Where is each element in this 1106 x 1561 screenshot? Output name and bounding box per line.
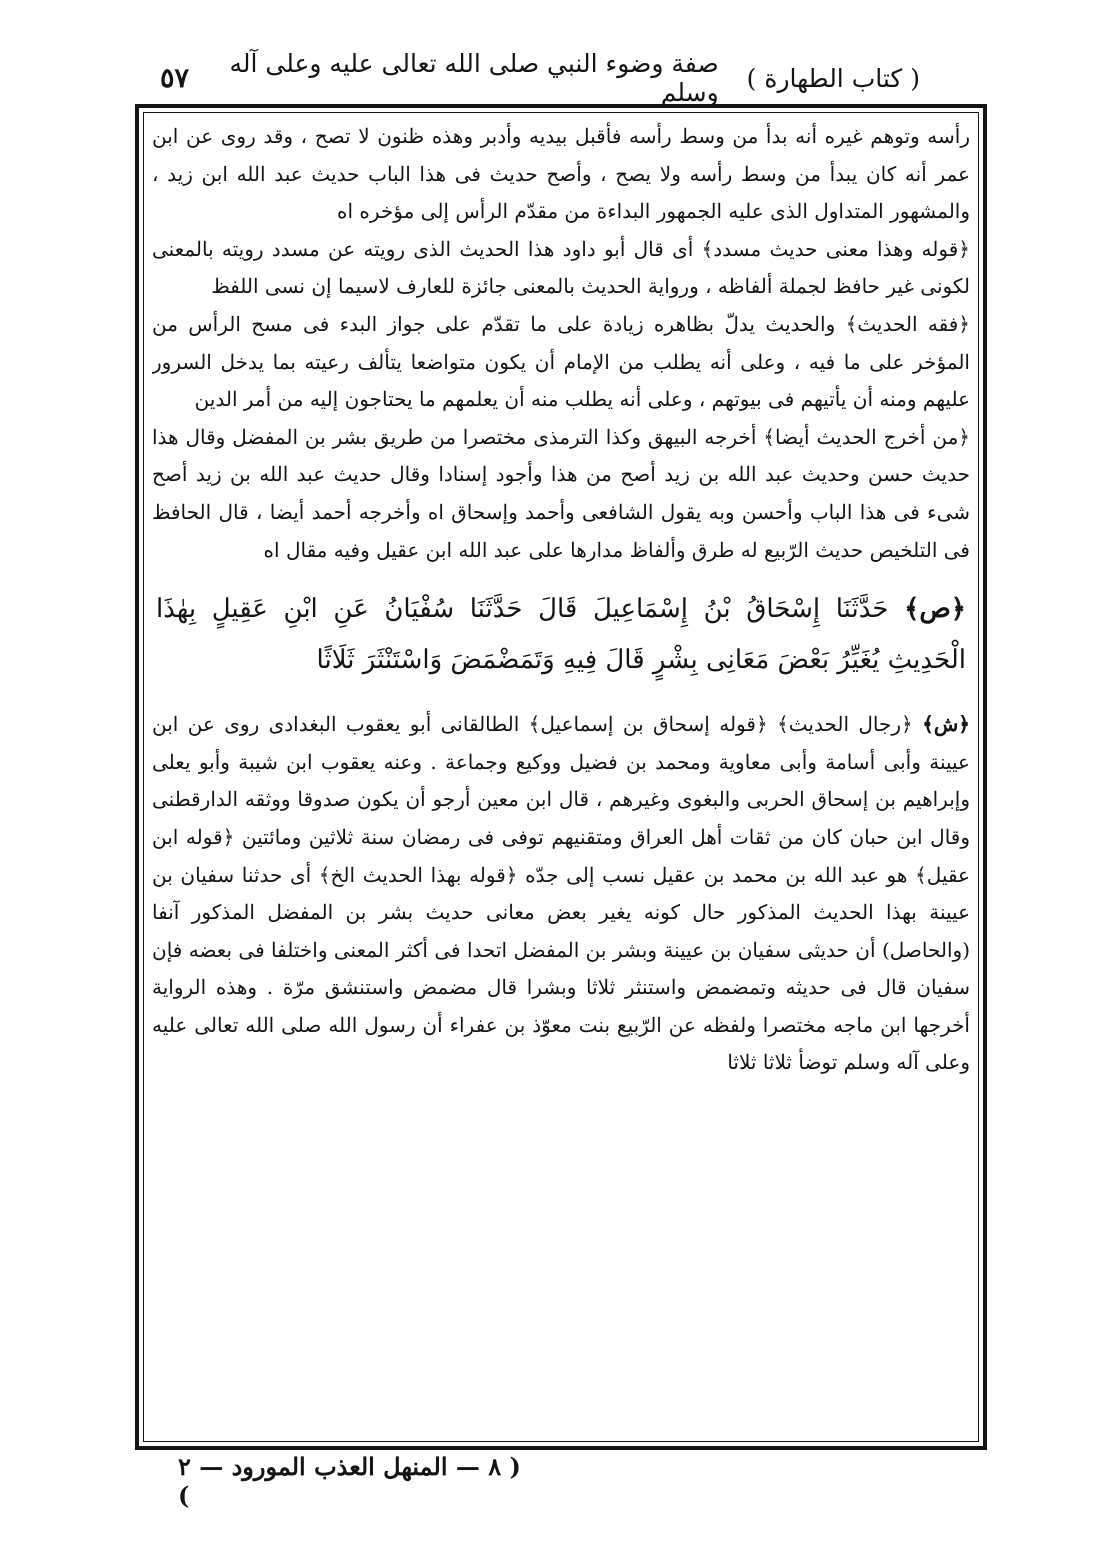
paragraph-3: ﴿فقه الحديث﴾ والحديث يدلّ بظاهره زيادة على ما تقدّم على جواز البدء فى مسح الرأس من المؤخر على ما فيه ، وعلى أنه يطلب من الإمام أن يكون متواضعا يتألف رعيته بما يدخل السرور عليهم ومنه أن يأتيهم فى بيوتهم ، وعلى أنه يطلب منه أن يعلمهم ما يحتاجون إليه من أمر الدين xyxy=(152,311,970,412)
paragraph-4: ﴿من أخرج الحديث أيضا﴾ أخرجه البيهق وكذا الترمذى مختصرا من طريق بشر بن المفضل وقال هذا حديث حسن وحديث عبد الله بن زيد أصح من هذا وأجود إسنادا وقال حديث عبد الله بن زيد أصح شىء فى هذا الباب وأحسن وبه يقول الشافعى وأحمد وإسحاق اه وأخرجه أحمد أيضا ، قال الحافظ فى التلخيص حديث الرّبيع له طرق وألفاظ مدارها على عبد الله ابن عقيل وفيه مقال اه xyxy=(152,424,970,562)
running-header xyxy=(160,49,920,107)
chapter-title: صفة وضوء النبي صلى الله تعالى عليه وعلى آله وسلم xyxy=(229,49,719,107)
page-body xyxy=(152,118,970,1436)
page-number: ٥٧ xyxy=(160,62,190,94)
book-title: ( كتاب الطهارة ) xyxy=(746,63,920,93)
paragraph-1: رأسه وتوهم غيره أنه بدأ من وسط رأسه فأقبل بيديه وأدبر وهذه ظنون لا تصح ، وقد روى عن ابن عمر أنه كان يبدأ من وسط رأسه ولا يصح ، وأصح حديث فى هذا الباب حديث عبد الله ابن زيد ، والمشهور المتداول الذى عليه الجمهور البداءة من مقدّم الرأس إلى مؤخره اه xyxy=(152,124,970,224)
hadith-text xyxy=(152,584,970,686)
sharh-label: ﴿ش﴾ xyxy=(922,712,970,737)
commentary xyxy=(152,706,970,1082)
signature-mark: ( ٨ — المنهل العذب المورود — ٢ ) xyxy=(178,1452,521,1510)
matn-label: ﴿ص﴾ xyxy=(904,594,966,625)
matn-body: حَدَّثَنَا إِسْحَاقُ بْنُ إِسْمَاعِيلَ قَالَ حَدَّثَنَا سُفْيَانُ عَنِ ابْنِ عَقِيلٍ بِهٰذَا الْحَدِيثِ يُغَيِّرُ بَعْضَ مَعَانِى بِشْرٍ قَالَ فِيهِ وَتَمَضْمَضَ وَاسْتَنْثَرَ ثَلَاثًا xyxy=(156,594,966,676)
sharh-body: ﴿رجال الحديث﴾ ﴿قوله إسحاق بن إسماعيل﴾ الطالقانى أبو يعقوب البغدادى روى عن ابن عيينة وأبى أسامة وأبى معاوية ومحمد بن فضيل ووكيع وجماعة . وعنه يعقوب ابن شيبة وأبو يعلى وإبراهيم بن إسحاق الحربى والبغوى وغيرهم ، قال ابن معين أرجو أن يكون صدوقا ووثقه الدارقطنى وقال ابن حبان كان من ثقات أهل العراق ومتقنيهم توفى فى رمضان سنة ثلاثين ومائتين ﴿قوله ابن عقيل﴾ هو عبد الله بن محمد بن عقيل نسب إلى جدّه ﴿قوله بهذا الحديث الخ﴾ أى حدثنا سفيان بن عيينة بهذا الحديث المذكور حال كونه يغير بعض معانى حديث بشر بن المفضل المذكور آنفا (والحاصل) أن حديثى سفيان بن عيينة وبشر بن المفضل اتحدا فى أكثر المعنى واختلفا فى بعضه فإن سفيان قال فى حديثه وتمضمض واستنثر ثلاثا وبشرا قال مضمض واستنشق مرّة . وهذه الرواية أخرجها ابن ماجه مختصرا ولفظه عن الرّبيع بنت معوّذ بن عفراء أن رسول الله صلى الله تعالى عليه وعلى آله وسلم توضأ ثلاثا ثلاثا xyxy=(152,712,970,1075)
paragraph-2: ﴿قوله وهذا معنى حديث مسدد﴾ أى قال أبو داود هذا الحديث الذى رويته عن مسدد رويته بالمعنى لكونى غير حافظ لجملة ألفاظه ، ورواية الحديث بالمعنى جائزة للعارف لاسيما إن نسى اللفظ xyxy=(152,236,970,299)
